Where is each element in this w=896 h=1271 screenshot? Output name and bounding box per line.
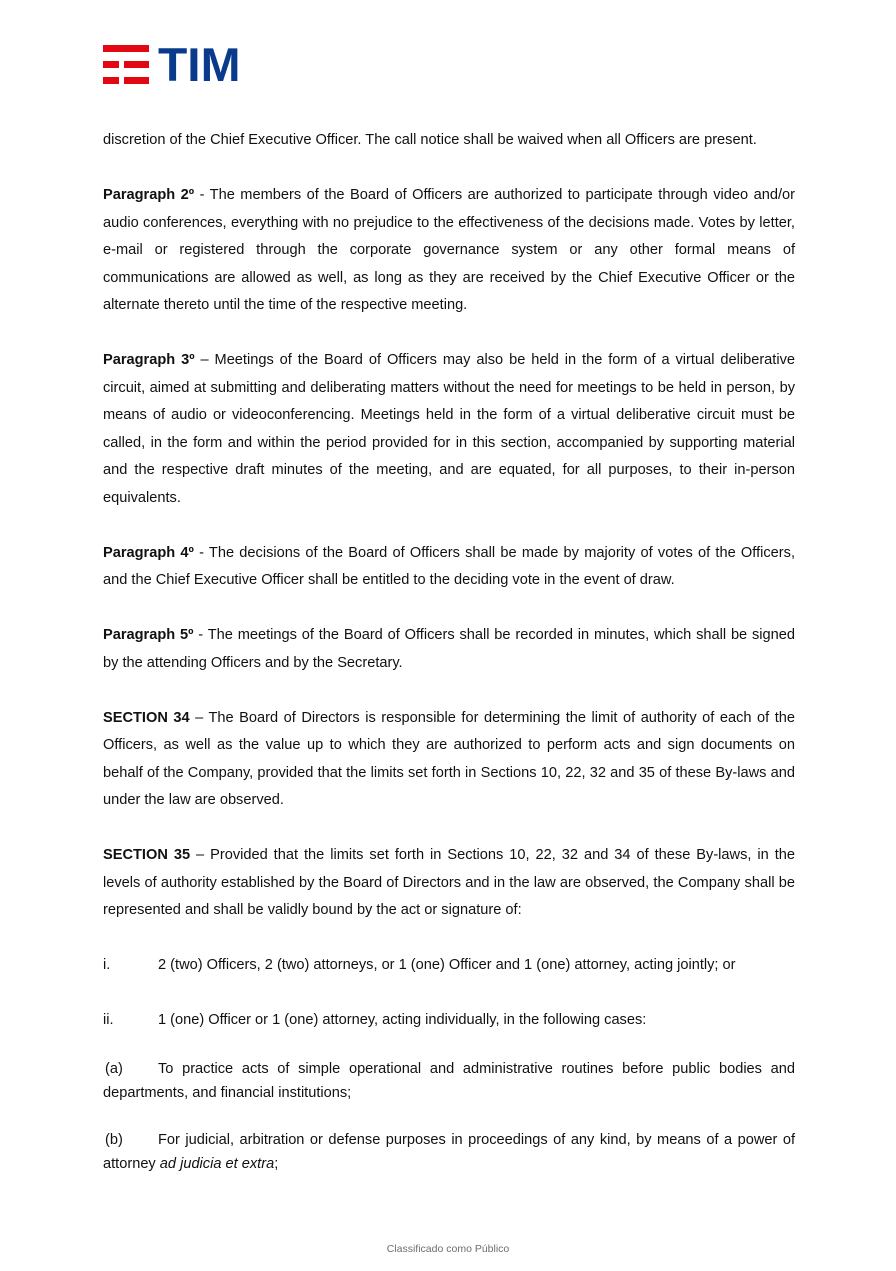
paragraph-label: Paragraph 3º bbox=[103, 352, 195, 368]
list-item-ii: ii. 1 (one) Officer or 1 (one) attorney, acting individually, in the following cases: bbox=[103, 1007, 795, 1035]
paragraph-5: Paragraph 5º - The meetings of the Board of Officers shall be recorded in minutes, which shall be signed by the attending Officers and by the Secretary. bbox=[103, 627, 796, 671]
paragraph-4: Paragraph 4º - The decisions of the Board of Officers shall be made by majority of votes of the Officers, and the Chief Executive Officer shall be entitled to the deciding vote in the event of draw. bbox=[103, 544, 796, 588]
tim-logo-mark-icon bbox=[103, 45, 149, 85]
list-marker: i. bbox=[103, 957, 111, 973]
classification-footer: Classificado como Público bbox=[386, 1243, 510, 1255]
paragraph-label: Paragraph 2º bbox=[103, 187, 195, 203]
paragraph-label: Paragraph 5º bbox=[103, 627, 194, 643]
paragraph-3: Paragraph 3º – Meetings of the Board of Officers may also be held in the form of a virtual deliberative circuit, aimed at submitting and deliberating matters without the need for meetings to be held in person, by means of audio or videoconferencing. Meetings held in the form of a virtual deliberative circuit must be called, in the form and within the period provided for in this section, accompanied by supporting material and the respective draft minutes of the meeting, and are equated, for all purposes, to their in-person equivalents. bbox=[103, 352, 796, 506]
section-35: SECTION 35 – Provided that the limits set forth in Sections 10, 22, 32 and 34 of these By-laws, in the levels of authority established by the Board of Directors and in the law are observed, the Company shall be represented and shall be validly bound by the act or signature of: bbox=[103, 847, 796, 918]
sub-item-b: (b) For judicial, arbitration or defense purposes in proceedings of any kind, by means of a power of attorney ad judicia et extra; bbox=[103, 1128, 795, 1176]
company-logo bbox=[103, 38, 241, 91]
logo-text: TIM bbox=[158, 38, 241, 91]
section-34: SECTION 34 – The Board of Directors is responsible for determining the limit of authority of each of the Officers, as well as the value up to which they are authorized to perform acts and sign documents on behalf of the Company, provided that the limits set forth in Sections 10, 22, 32 and 35 of these By-laws and under the law are observed. bbox=[103, 709, 796, 808]
list-marker: ii. bbox=[103, 1012, 114, 1028]
document-body bbox=[103, 127, 795, 1176]
section-label: SECTION 35 bbox=[103, 847, 191, 863]
sub-item-a: (a) To practice acts of simple operational and administrative routines before public bodies and departments, and financial institutions; bbox=[103, 1057, 795, 1105]
sub-marker: (b) bbox=[105, 1131, 123, 1148]
sub-marker: (a) bbox=[105, 1060, 123, 1077]
section-label: SECTION 34 bbox=[103, 709, 190, 726]
latin-term: ad judicia et extra bbox=[159, 1155, 275, 1172]
paragraph-continuation: discretion of the Chief Executive Officer. The call notice shall be waived when all Officers are present. bbox=[103, 132, 757, 148]
paragraph-2: Paragraph 2º - The members of the Board of Officers are authorized to participate through video and/or audio conferences, everything with no prejudice to the effectiveness of the decisions made. Votes by letter, e-mail or registered through the corporate governance system or any other formal means of communications are allowed as well, as long as they are received by the Chief Executive Officer or the alternate thereto until the time of the respective meeting. bbox=[103, 187, 796, 313]
list-item-i: i. 2 (two) Officers, 2 (two) attorneys, or 1 (one) Officer and 1 (one) attorney, acting jointly; or bbox=[103, 952, 795, 980]
paragraph-label: Paragraph 4º bbox=[103, 544, 194, 561]
